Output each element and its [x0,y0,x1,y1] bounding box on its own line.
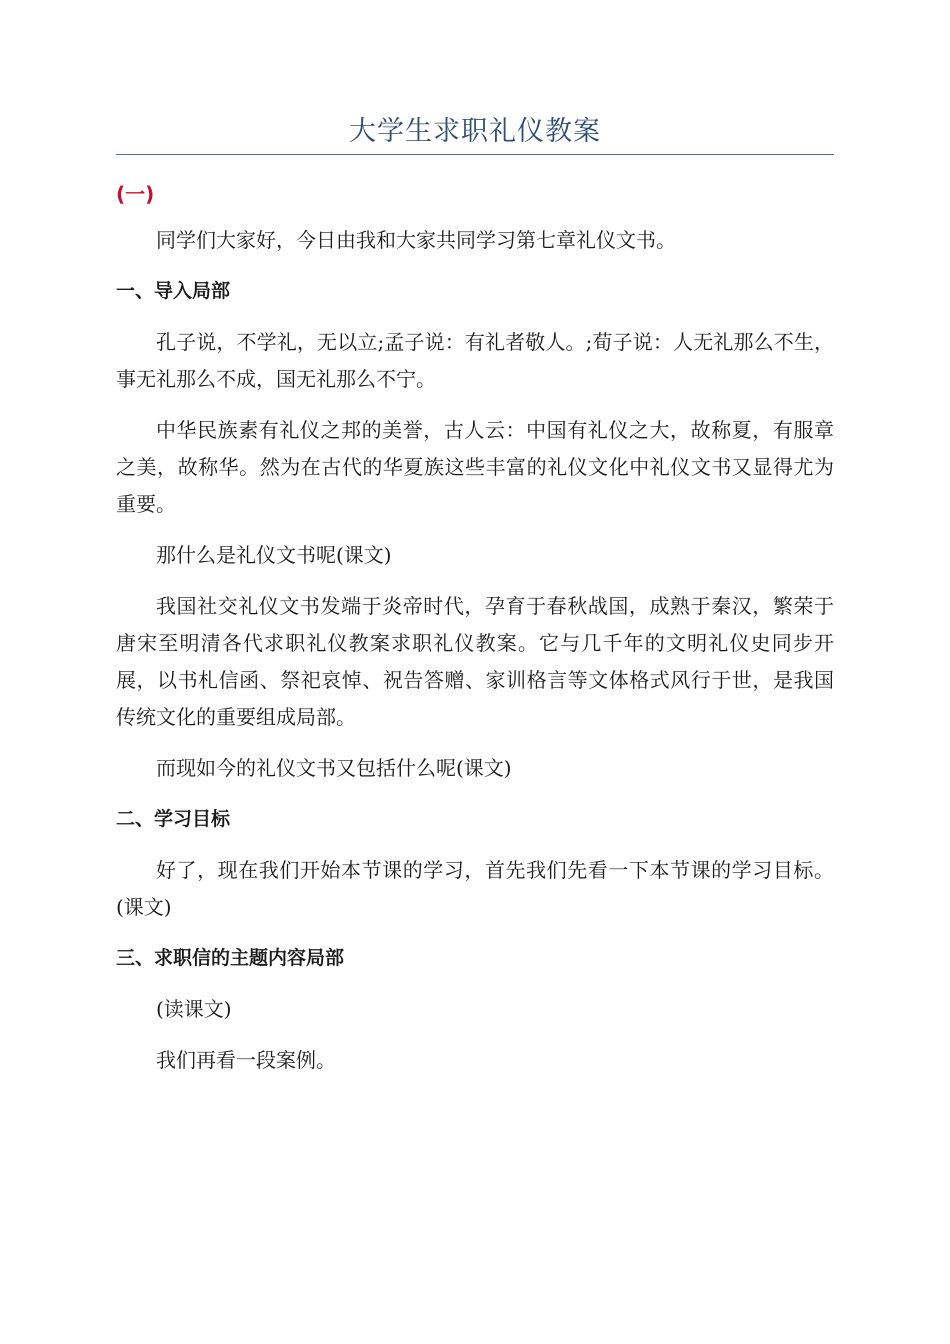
paragraph: 我们再看一段案例。 [156,1048,336,1072]
document-title: 大学生求职礼仪教案 [349,116,601,147]
section-heading: 三、求职信的主题内容局部 [116,947,345,969]
paragraph: 而现如今的礼仪文书又包括什么呢(课文) [156,756,512,780]
section-heading: 二、学习目标 [116,808,231,830]
paragraph: 好了，现在我们开始本节课的学习，首先我们先看一下本节课的学习目标。(课文) [116,858,834,919]
paragraph: 中华民族素有礼仪之邦的美誉，古人云：中国有礼仪之大，故称夏，有服章之美，故称华。然为在古代的华夏族这些丰富的礼仪文化中礼仪文书又显得尤为重要。 [116,418,834,516]
paragraph: 孔子说，不学礼，无以立;孟子说：有礼者敬人。;荀子说：人无礼那么不生，事无礼那么不成，国无礼那么不宁。 [116,330,834,391]
paragraph: (读课文) [156,997,232,1021]
document-body [116,222,834,1093]
section-marker: (一) [116,182,155,206]
title-underline [116,154,834,155]
paragraph: 我国社交礼仪文书发端于炎帝时代，孕育于春秋战国，成熟于秦汉，繁荣于唐宋至明清各代求职礼仪教案求职礼仪教案。它与几千年的文明礼仪史同步开展，以书札信函、祭祀哀悼、祝告答赠、家训格言等文体格式风行于世，是我国传统文化的重要组成局部。 [116,594,834,729]
section-heading: 一、导入局部 [116,280,231,302]
paragraph: 那什么是礼仪文书呢(课文) [156,543,392,567]
paragraph: 同学们大家好，今日由我和大家共同学习第七章礼仪文书。 [156,228,676,252]
